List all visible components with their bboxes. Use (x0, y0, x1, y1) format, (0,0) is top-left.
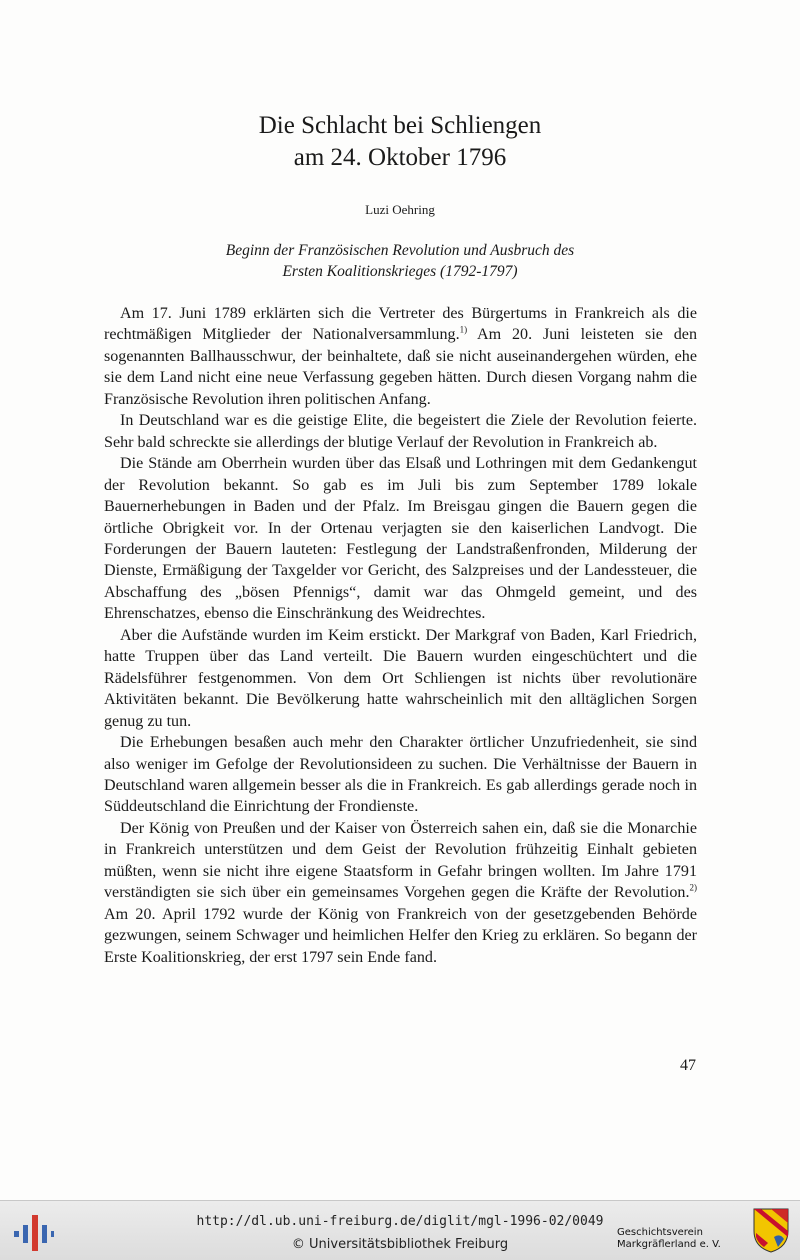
footnote-ref: 1) (459, 325, 468, 336)
body-text (104, 303, 697, 968)
page-number: 47 (680, 1057, 696, 1074)
paragraph: Der König von Preußen und der Kaiser von Österreich sahen ein, daß sie die Monarchie in Frankreich unterstützen und dem Geist der Revolution frühzeitig Einhalt gebieten müßten, wenn sie nicht ihre eigene Staatsform in Gefahr bringen wollten. Im Jahre 1791 verständigten sie sich über ein gemeinsames Vorgehen gegen die Kräfte der Revolution.$^{2)}$ Am 20. April 1792 wurde der König von Frankreich von der gesetzgebenden Behörde gezwungen, seinem Schwager und heimlichen Helfer den Krieg zu erklären. So begann der Erste Koalitionskrieg, der erst 1797 sein Ende fand. (104, 819, 697, 966)
paragraph: Am 17. Juni 1789 erklärten sich die Vertreter des Bürgertums in Frankreich als die rechtmäßigen Mitglieder der Nationalversammlung.$^{1)}$ Am 20. Juni leisteten sie den sogenannten Ballhausschwur, der beinhaltete, daß sie nicht auseinandergehen würden, ehe sie dem Land nicht eine neue Verfassung gegeben hätten. Durch diesen Vorgang nahm die Französische Revolution ihren politischen Anfang. (104, 305, 697, 408)
publisher-name: Geschichtsverein Markgräflerland e. V. (617, 1227, 721, 1250)
viewer-footer (0, 1200, 800, 1260)
article-title-line-2: am 24. Oktober 1796 (293, 144, 507, 171)
permalink-url[interactable]: http://dl.ub.uni-freiburg.de/diglit/mgl-1996-02/0049 (196, 1214, 604, 1229)
paragraph: Aber die Aufstände wurden im Keim erstickt. Der Markgraf von Baden, Karl Friedrich, hatte Truppen über das Land verteilt. Die Bauern wurden eingeschüchtert und die Rädelsführer festgenommen. Von dem Ort Schliengen ist nichts über revolutionäre Aktivitäten bekannt. Die Bevölkerung hatte wahrscheinlich mit den alltäglichen Sorgen genug zu tun. (104, 626, 697, 730)
footnote-ref: 2) (689, 882, 697, 893)
paragraph: Die Stände am Oberrhein wurden über das Elsaß und Lothringen mit dem Gedankengut der Revolution bekannt. So gab es im Juli bis zum September 1789 lokale Bauernerhebungen in Baden und der Pfalz. Im Breisgau gingen die Bauern gegen die örtliche Obrigkeit vor. In der Ortenau verjagten sie den kaiserlichen Landvogt. Die Forderungen der Bauern lauteten: Festlegung der Landstraßenfronden, Milderung der Dienste, Ermäßigung der Taxgelder vor Gericht, des Salzpreises und der Landessteuer, die Abschaffung des „bösen Pfennigs“, damit war das Ohmgeld gemeint, und des Ehrenschatzes, ebenso die Einschränkung des Weidrechtes. (104, 455, 697, 623)
copyright-notice: © Universitätsbibliothek Freiburg (291, 1237, 509, 1252)
section-heading-line-2: Ersten Koalitionskrieges (1792-1797) (282, 263, 518, 280)
paragraph: In Deutschland war es die geistige Elite, die begeistert die Ziele der Revolution feierte. Sehr bald schreckte sie allerdings der blutige Verlauf der Revolution in Frankreich ab. (104, 412, 697, 451)
section-heading-line-1: Beginn der Französischen Revolution und Ausbruch des (225, 242, 575, 259)
author-name: Luzi Oehring (365, 202, 435, 217)
coat-of-arms-icon (752, 1207, 790, 1253)
paragraph: Die Erhebungen besaßen auch mehr den Charakter örtlicher Unzufriedenheit, sie sind also weniger im Gefolge der Revolutionsideen zu suchen. Die Verhältnisse der Bauern in Deutschland waren allgemein besser als die in Frankreich. Es gab allerdings gerade noch in Süddeutschland die Einrichtung der Frondienste. (104, 734, 697, 816)
article-title-line-1: Die Schlacht bei Schliengen (258, 112, 542, 139)
